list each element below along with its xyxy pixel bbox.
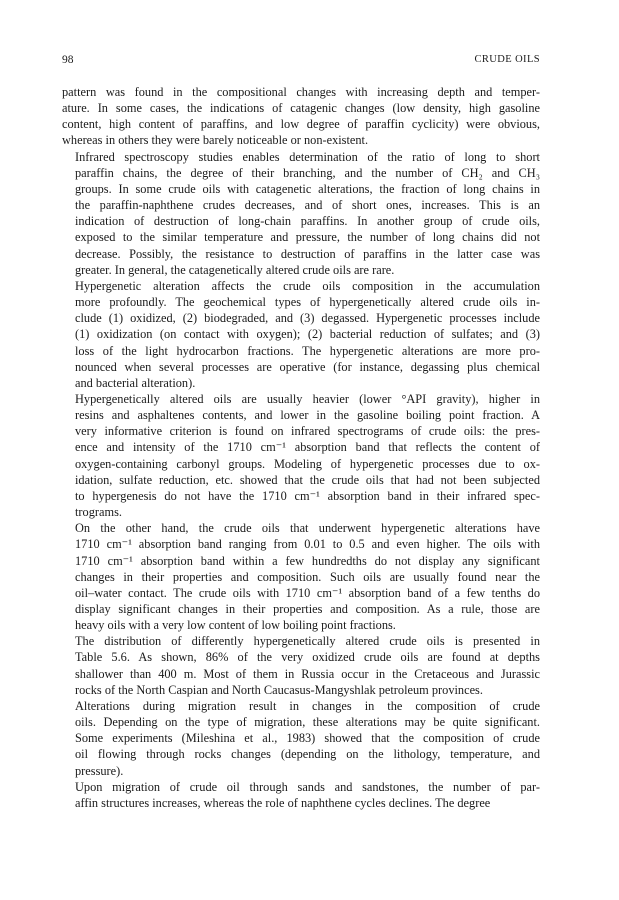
text-line: Hypergenetic alteration affects the crude oils composition in the accumulation (75, 278, 540, 293)
text-line: shallower than 400 m. Most of them in Russia occur in the Cretaceous and Jurassic (75, 666, 540, 681)
text-line: loss of the light hydrocarbon fractions. The hypergenetic alterations are more pro- (75, 343, 540, 358)
text-line: (1) oxidization (on contact with oxygen); (2) bacterial reduction of sulfates; and (3) (75, 327, 540, 342)
text-line: 1710 cm⁻¹ absorption band ranging from 0.01 to 0.5 and even higher. The oils with (75, 537, 540, 552)
text-line: pressure). (75, 763, 124, 778)
text-line: ature. In some cases, the indications of catagenic changes (low density, high gasoline (62, 101, 540, 116)
page-header (62, 54, 540, 70)
text-line: trograms. (75, 505, 122, 520)
text-line: resins and asphaltenes contents, and lower in the gasoline boiling point fraction. A (75, 408, 540, 423)
text-line: oxygen-containing carbonyl groups. Modeling of hypergenetic processes due to ox- (75, 456, 540, 471)
paragraph (62, 633, 540, 698)
text-line: affin structures increases, whereas the role of naphthene cycles declines. The degree (75, 795, 491, 810)
page-number: 98 (62, 54, 74, 66)
paragraph (62, 520, 540, 633)
text-line: Infrared spectroscopy studies enables determination of the ratio of long to short (75, 149, 540, 164)
text-line: oils. Depending on the type of migration, these alterations may be quite significant. (75, 715, 540, 730)
paragraph (62, 698, 540, 779)
text-line: rocks of the North Caspian and North Caucasus-Mangyshlak petroleum provinces. (75, 682, 483, 697)
text-line: greater. In general, the catagenetically altered crude oils are rare. (75, 262, 395, 277)
paragraph (62, 149, 540, 278)
text-line: Hypergenetically altered oils are usually heavier (lower °API gravity), higher in (75, 391, 540, 406)
text-line: exposed to the similar temperature and pressure, the number of long chains did not (75, 230, 540, 245)
text-line: groups. In some crude oils with catagenetic alterations, the fraction of long chains in (75, 181, 540, 196)
paragraph (62, 779, 540, 811)
text-line: and bacterial alteration). (75, 375, 196, 390)
paragraph (62, 391, 540, 520)
text-line: display significant changes in their properties and composition. As a rule, those are (75, 602, 540, 616)
paragraph (62, 84, 540, 149)
text-line: oil–water contact. The crude oils with 1710 cm⁻¹ absorption band of a few tenths do (75, 585, 540, 600)
text-line: idation, sulfate reduction, etc. showed that the crude oils that had not been subjected (75, 472, 540, 487)
text-line: Alterations during migration result in changes in the composition of crude (75, 698, 540, 713)
text-line: pattern was found in the compositional changes with increasing depth and temper- (62, 85, 540, 99)
text-line: whereas in others they were barely noticeable or non-existent. (62, 133, 369, 148)
text-line: heavy oils with a very low content of low boiling point fractions. (75, 618, 396, 633)
text-line: indication of destruction of long-chain paraffins. In another group of crude oils, (75, 214, 540, 229)
running-head: CRUDE OILS (474, 54, 540, 65)
text-line: Some experiments (Mileshina et al., 1983) showed that the composition of crude (75, 731, 540, 746)
text-line: changes in their properties and composition. Such oils are usually found near the (75, 569, 540, 584)
text-line: 1710 cm⁻¹ absorption band within a few hundredths do not display any significant (75, 553, 540, 568)
text-line: more profoundly. The geochemical types of hypergenetically altered crude oils in- (75, 295, 540, 310)
text-line: On the other hand, the crude oils that underwent hypergenetic alterations have (75, 521, 540, 536)
text-line: oil flowing through rocks changes (depending on the lithology, temperature, and (75, 747, 540, 762)
text-line: ence and intensity of the 1710 cm⁻¹ absorption band that reflects the content of (75, 440, 540, 455)
text-line: The distribution of differently hypergenetically altered crude oils is presented in (75, 634, 540, 649)
text-line: Upon migration of crude oil through sands and sandstones, the number of par- (75, 779, 540, 794)
paragraph (62, 278, 540, 391)
text-line: the paraffin-naphthene crudes decreases, and of short ones, increases. This is an (75, 198, 540, 213)
text-line: nounced when several processes are operative (for instance, degassing plus chemical (75, 359, 540, 374)
body-text (62, 84, 540, 811)
text-line: decrease. Possibly, the resistance to destruction of paraffins in the latter case was (75, 246, 540, 261)
text-line: to hypergenesis do not have the 1710 cm⁻¹ absorption band in their infrared spec- (75, 488, 540, 503)
text-line: clude (1) oxidized, (2) biodegraded, and (3) degassed. Hypergenetic processes include (75, 311, 540, 326)
text-line: Table 5.6. As shown, 86% of the very oxidized crude oils are found at depths (75, 650, 540, 665)
text-line: content, high content of paraffins, and low degree of paraffin cyclicity) were obvious, (62, 117, 540, 132)
text-line: paraffin chains, the degree of their branching, and the number of CH₂ and CH₃ (75, 165, 540, 180)
text-line: very informative criterion is found on infrared spectrograms of crude oils: the pres- (75, 424, 540, 439)
